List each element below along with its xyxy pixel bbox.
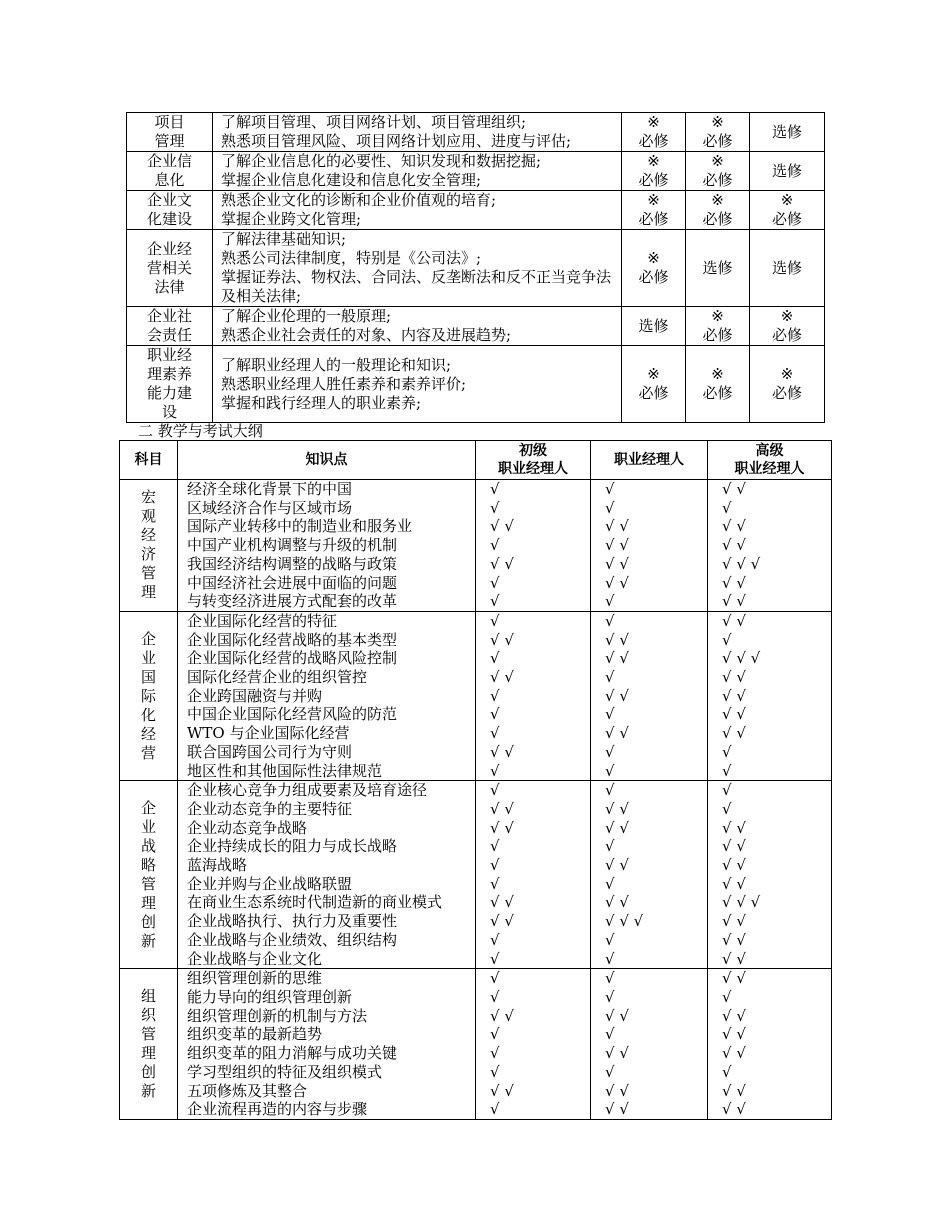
level-mark: √	[490, 724, 500, 743]
requirement-symbol: ※	[711, 365, 724, 383]
level-mark: √	[490, 969, 500, 988]
knowledge-point: 企业并购与企业战略联盟	[187, 874, 353, 893]
level-mark: √	[722, 781, 732, 800]
syllabus-table	[119, 440, 832, 1120]
header-middle: 职业经理人	[591, 441, 708, 480]
knowledge-point: 国际产业转移中的制造业和服务业	[187, 517, 413, 536]
syllabus-subject-char: 营	[140, 743, 156, 762]
level-mark: √	[490, 949, 500, 968]
level-mark: √ √	[605, 1081, 629, 1100]
level-mark: √	[605, 930, 615, 949]
requirement-symbol: ※	[711, 152, 724, 170]
level-mark: √	[605, 498, 615, 517]
knowledge-point: 五项修炼及其整合	[187, 1081, 308, 1100]
knowledge-point: 蓝海战略	[187, 856, 248, 875]
syllabus-header-row	[120, 441, 832, 480]
course-row	[127, 307, 825, 346]
level-mark: √	[605, 987, 615, 1006]
level-mark: √ √	[722, 592, 746, 611]
knowledge-point: 地区性和其他国际性法律规范	[187, 761, 383, 780]
requirement-label: 必修	[638, 268, 669, 286]
syllabus-subject-char: 战	[140, 836, 156, 855]
level-mark: √ √	[605, 893, 629, 912]
level-mark: √ √	[490, 1006, 514, 1025]
requirement-symbol: ※	[780, 191, 794, 209]
course-subject-line: 设	[161, 403, 177, 421]
level-mark: √	[490, 761, 500, 780]
level-mark: √ √	[722, 686, 746, 705]
level-mark: √ √	[722, 949, 746, 968]
level-mark: √	[605, 592, 615, 611]
knowledge-point: 企业国际化经营的战略风险控制	[187, 649, 398, 668]
section-caption: 二 教学与考试大纲	[138, 422, 263, 440]
syllabus-subject	[120, 480, 178, 612]
level-mark: √	[605, 781, 615, 800]
knowledge-point: 企业跨国融资与并购	[187, 686, 323, 705]
knowledge-point: 能力导向的组织管理创新	[187, 987, 353, 1006]
syllabus-subject-char: 组	[140, 987, 156, 1006]
knowledge-point: 企业战略与企业文化	[187, 949, 323, 968]
level-mark: √	[490, 705, 500, 724]
level-mark: √	[490, 592, 500, 611]
course-subject-line: 营相关	[146, 258, 192, 277]
level-mark: √	[605, 705, 615, 724]
course-requirement	[622, 230, 686, 307]
course-requirement	[686, 191, 750, 230]
knowledge-point: 企业战略与企业绩效、组织结构	[187, 930, 398, 949]
knowledge-point: 中国产业机构调整与升级的机制	[187, 536, 398, 555]
level-mark: √	[490, 1044, 500, 1063]
course-requirement: 选修	[686, 230, 750, 307]
junior-level-marks	[476, 969, 591, 1120]
course-subject-line: 项目	[154, 113, 185, 131]
syllabus-group-row	[120, 781, 832, 969]
course-subject	[127, 230, 213, 307]
level-mark: √	[605, 480, 615, 498]
course-subject-line: 法律	[154, 277, 185, 296]
middle-level-marks	[591, 611, 708, 780]
course-description-line: 了解职业经理人的一般理论和知识;	[221, 355, 452, 374]
junior-level-marks	[476, 781, 591, 969]
course-requirement	[622, 191, 686, 230]
course-description-line: 掌握和践行经理人的职业素养;	[221, 393, 422, 412]
level-mark: √ √	[722, 480, 746, 498]
requirement-symbol: ※	[780, 365, 794, 383]
syllabus-subject	[120, 611, 178, 780]
course-subject	[127, 346, 213, 423]
level-mark: √ √	[722, 1100, 746, 1119]
requirement-symbol: ※	[647, 365, 660, 383]
header-knowledge: 知识点	[178, 441, 476, 480]
header-senior	[708, 441, 832, 480]
syllabus-subject-char: 织	[140, 1006, 156, 1025]
senior-level-marks	[708, 480, 832, 612]
level-mark: √ √	[722, 930, 746, 949]
requirement-symbol: ※	[647, 152, 660, 170]
course-row	[127, 230, 825, 307]
knowledge-point: 组织管理创新的机制与方法	[187, 1006, 368, 1025]
knowledge-point: 学习型组织的特征及组织模式	[187, 1062, 383, 1081]
course-subject	[127, 113, 213, 152]
syllabus-subject-char: 理	[140, 583, 156, 602]
level-mark: √	[722, 498, 732, 517]
course-requirement: 选修	[750, 230, 825, 307]
level-mark: √	[722, 799, 732, 818]
level-mark: √ √	[490, 630, 514, 649]
level-mark: √	[490, 856, 500, 875]
level-mark: √	[490, 649, 500, 668]
requirement-label: 必修	[771, 384, 802, 402]
level-mark: √	[490, 987, 500, 1006]
level-mark: √ √	[605, 1100, 629, 1119]
level-mark: √ √	[722, 705, 746, 724]
level-mark: √ √	[722, 818, 746, 837]
knowledge-point: 企业核心竞争力组成要素及培育途径	[187, 781, 428, 800]
course-requirement	[622, 113, 686, 152]
middle-level-marks	[591, 781, 708, 969]
course-subject-line: 化建设	[146, 210, 192, 228]
level-mark: √	[605, 969, 615, 988]
level-mark: √	[605, 1062, 615, 1081]
level-mark: √ √	[722, 611, 746, 630]
elective-courses-table	[126, 112, 825, 423]
requirement-label: 必修	[771, 326, 802, 344]
course-requirement	[750, 307, 825, 346]
course-row	[127, 191, 825, 230]
level-mark: √ √	[605, 724, 629, 743]
course-subject-line: 息化	[154, 171, 185, 189]
requirement-label: 必修	[702, 171, 733, 189]
level-mark: √	[490, 930, 500, 949]
header-junior-line-1: 初级	[519, 443, 547, 459]
level-mark: √ √	[605, 649, 629, 668]
requirement-symbol: ※	[711, 307, 724, 325]
level-mark: √ √	[722, 1081, 746, 1100]
knowledge-point: 中国企业国际化经营风险的防范	[187, 705, 398, 724]
header-senior-line-2: 职业经理人	[734, 461, 805, 477]
course-description	[213, 113, 622, 152]
level-mark: √	[490, 686, 500, 705]
course-row	[127, 113, 825, 152]
level-mark: √	[722, 1062, 732, 1081]
level-mark: √ √ √	[605, 912, 644, 931]
syllabus-subject-char: 际	[140, 686, 156, 705]
level-mark: √ √	[605, 554, 629, 573]
level-mark: √ √	[490, 799, 514, 818]
course-subject-line: 企业经	[146, 239, 192, 258]
junior-level-marks	[476, 611, 591, 780]
requirement-label: 必修	[702, 326, 733, 344]
level-mark: √ √	[490, 517, 514, 536]
senior-level-marks	[708, 611, 832, 780]
level-mark: √	[490, 837, 500, 856]
level-mark: √	[490, 480, 500, 498]
level-mark: √ √	[722, 668, 746, 687]
level-mark: √ √	[722, 969, 746, 988]
knowledge-point: 在商业生态系统时代制造新的商业模式	[187, 893, 443, 912]
requirement-symbol: ※	[780, 307, 794, 325]
syllabus-subject-char: 管	[140, 564, 156, 583]
course-subject-line: 企业信	[146, 152, 192, 170]
course-description-line: 了解项目管理、项目网络计划、项目管理组织;	[221, 113, 527, 131]
knowledge-point: 企业持续成长的阻力与成长战略	[187, 837, 398, 856]
syllabus-subject-char: 创	[140, 912, 156, 931]
level-mark: √	[605, 1025, 615, 1044]
level-mark: √ √ √	[722, 649, 761, 668]
course-description-line: 了解法律基础知识;	[221, 230, 347, 248]
level-mark: √ √	[722, 912, 746, 931]
level-mark: √ √	[490, 1081, 514, 1100]
level-mark: √ √	[722, 724, 746, 743]
syllabus-group-row	[120, 969, 832, 1120]
course-description-line: 熟悉职业经理人胜任素养和素养评价;	[221, 374, 467, 393]
syllabus-subject-char: 创	[140, 1063, 156, 1082]
knowledge-point: 中国经济社会进展中面临的问题	[187, 573, 398, 592]
header-junior	[476, 441, 591, 480]
knowledge-points	[178, 480, 476, 612]
course-description	[213, 152, 622, 191]
syllabus-group-row	[120, 480, 832, 612]
requirement-symbol: ※	[647, 249, 660, 267]
level-mark: √ √	[605, 536, 629, 555]
level-mark: √ √	[605, 686, 629, 705]
course-requirement: 选修	[750, 152, 825, 191]
course-requirement	[622, 346, 686, 423]
course-row	[127, 152, 825, 191]
syllabus-subject-char: 管	[140, 1025, 156, 1044]
syllabus-subject-char: 理	[140, 1044, 156, 1063]
level-mark: √ √	[605, 573, 629, 592]
course-requirement: 选修	[750, 113, 825, 152]
course-description	[213, 307, 622, 346]
course-subject	[127, 191, 213, 230]
junior-level-marks	[476, 480, 591, 612]
level-mark: √ √	[490, 742, 514, 761]
course-subject-line: 管理	[154, 132, 185, 150]
course-description	[213, 230, 622, 307]
requirement-symbol: ※	[647, 191, 660, 209]
level-mark: √ √	[605, 818, 629, 837]
knowledge-point: 组织变革的最新趋势	[187, 1025, 323, 1044]
header-junior-line-2: 职业经理人	[498, 461, 568, 477]
course-subject-line: 企业文	[146, 191, 192, 209]
level-mark: √	[605, 874, 615, 893]
knowledge-points	[178, 611, 476, 780]
level-mark: √	[605, 611, 615, 630]
knowledge-point: 企业国际化经营战略的基本类型	[187, 630, 398, 649]
level-mark: √	[490, 781, 500, 800]
course-subject-line: 会责任	[146, 326, 192, 344]
level-mark: √ √	[722, 1025, 746, 1044]
requirement-symbol: ※	[711, 113, 724, 131]
requirement-label: 必修	[702, 384, 733, 402]
level-mark: √ √	[722, 1006, 746, 1025]
syllabus-group-row	[120, 611, 832, 780]
knowledge-point: 企业动态竞争战略	[187, 818, 308, 837]
course-description-line: 掌握证券法、物权法、合同法、反垄断法和反不正当竞争法及相关法律;	[221, 268, 612, 305]
syllabus-subject-char: 化	[140, 705, 156, 724]
syllabus-subject	[120, 781, 178, 969]
syllabus-subject-char: 经	[140, 526, 156, 545]
syllabus-subject-char: 观	[140, 507, 156, 526]
course-requirement	[750, 346, 825, 423]
level-mark: √ √	[605, 517, 629, 536]
level-mark: √	[490, 498, 500, 517]
course-requirement	[750, 191, 825, 230]
level-mark: √ √	[490, 668, 514, 687]
senior-level-marks	[708, 781, 832, 969]
syllabus-subject-char: 济	[140, 545, 156, 564]
level-mark: √ √	[490, 554, 514, 573]
level-mark: √	[490, 536, 500, 555]
course-requirement	[686, 113, 750, 152]
level-mark: √	[490, 874, 500, 893]
syllabus-subject-char: 理	[140, 893, 156, 912]
level-mark: √	[605, 837, 615, 856]
requirement-label: 必修	[638, 210, 669, 228]
course-description-line: 熟悉企业社会责任的对象、内容及进展趋势;	[221, 326, 512, 344]
knowledge-point: 联合国跨国公司行为守则	[187, 742, 353, 761]
syllabus-subject-char: 宏	[140, 488, 156, 507]
level-mark: √ √	[490, 893, 514, 912]
course-description-line: 掌握企业信息化建设和信息化安全管理;	[221, 171, 482, 189]
course-subject-line: 企业社	[146, 307, 192, 325]
knowledge-point: 组织管理创新的思维	[187, 969, 323, 988]
knowledge-point: WTO 与企业国际化经营	[187, 724, 350, 743]
syllabus-subject-char: 业	[140, 648, 156, 667]
knowledge-point: 企业国际化经营的特征	[187, 611, 338, 630]
level-mark: √ √	[605, 856, 629, 875]
knowledge-point: 我国经济结构调整的战略与政策	[187, 554, 398, 573]
course-description-line: 了解企业伦理的一般原理;	[221, 307, 392, 325]
level-mark: √ √	[490, 912, 514, 931]
middle-level-marks	[591, 969, 708, 1120]
syllabus-subject-char: 企	[140, 798, 156, 817]
knowledge-point: 经济全球化背景下的中国	[187, 480, 353, 498]
syllabus-subject-char: 经	[140, 724, 156, 743]
level-mark: √ √	[722, 856, 746, 875]
knowledge-points	[178, 781, 476, 969]
syllabus-subject-char: 新	[140, 931, 156, 950]
level-mark: √	[605, 668, 615, 687]
course-description-line: 了解企业信息化的必要性、知识发现和数据挖掘;	[221, 152, 542, 170]
syllabus-subject-char: 企	[140, 629, 156, 648]
knowledge-points	[178, 969, 476, 1120]
level-mark: √ √ √	[722, 893, 761, 912]
level-mark: √	[605, 949, 615, 968]
knowledge-point: 组织变革的阻力消解与成功关键	[187, 1044, 398, 1063]
level-mark: √	[490, 1100, 500, 1119]
level-mark: √ √	[605, 630, 629, 649]
course-description-line: 熟悉企业文化的诊断和企业价值观的培育;	[221, 191, 497, 209]
course-subject	[127, 152, 213, 191]
level-mark: √ √	[722, 874, 746, 893]
level-mark: √ √	[722, 517, 746, 536]
middle-level-marks	[591, 480, 708, 612]
level-mark: √	[490, 611, 500, 630]
course-subject-line: 能力建	[146, 384, 192, 402]
course-requirement	[686, 307, 750, 346]
level-mark: √	[722, 987, 732, 1006]
requirement-label: 必修	[638, 171, 669, 189]
level-mark: √	[490, 1025, 500, 1044]
level-mark: √ √	[490, 818, 514, 837]
knowledge-point: 国际化经营企业的组织管控	[187, 668, 368, 687]
requirement-label: 必修	[702, 210, 733, 228]
header-subject: 科目	[120, 441, 178, 480]
course-requirement	[686, 152, 750, 191]
requirement-label: 必修	[771, 210, 802, 228]
course-description-line: 掌握企业跨文化管理;	[221, 210, 362, 228]
level-mark: √	[605, 742, 615, 761]
header-senior-line-1: 高级	[755, 443, 784, 459]
requirement-symbol: ※	[647, 113, 660, 131]
knowledge-point: 企业战略执行、执行力及重要性	[187, 912, 398, 931]
course-description-line: 熟悉项目管理风险、项目网络计划应用、进度与评估;	[221, 132, 572, 150]
level-mark: √	[605, 761, 615, 780]
level-mark: √	[490, 573, 500, 592]
knowledge-point: 与转变经济进展方式配套的改革	[187, 592, 398, 611]
syllabus-subject-char: 新	[140, 1082, 156, 1101]
syllabus-subject-char: 国	[140, 667, 156, 686]
level-mark: √	[490, 1062, 500, 1081]
knowledge-point: 企业流程再造的内容与步骤	[187, 1100, 368, 1119]
level-mark: √	[722, 742, 732, 761]
course-subject-line: 理素养	[146, 365, 192, 383]
knowledge-point: 企业动态竞争的主要特征	[187, 799, 353, 818]
syllabus-subject-char: 管	[140, 874, 156, 893]
course-description	[213, 191, 622, 230]
level-mark: √ √	[722, 1044, 746, 1063]
level-mark: √ √	[722, 573, 746, 592]
syllabus-subject-char: 业	[140, 817, 156, 836]
course-description	[213, 346, 622, 423]
level-mark: √ √	[605, 1006, 629, 1025]
course-requirement: 选修	[622, 307, 686, 346]
knowledge-point: 区域经济合作与区域市场	[187, 498, 353, 517]
level-mark: √ √	[605, 799, 629, 818]
syllabus-subject	[120, 969, 178, 1120]
requirement-symbol: ※	[711, 191, 724, 209]
level-mark: √ √	[605, 1044, 629, 1063]
course-row	[127, 346, 825, 423]
requirement-label: 必修	[638, 384, 669, 402]
course-description-line: 熟悉公司法律制度，特别是《公司法》;	[221, 249, 482, 267]
syllabus-subject-char: 略	[140, 855, 156, 874]
course-requirement	[622, 152, 686, 191]
senior-level-marks	[708, 969, 832, 1120]
level-mark: √	[722, 630, 732, 649]
course-subject	[127, 307, 213, 346]
level-mark: √ √ √	[722, 554, 761, 573]
requirement-label: 必修	[702, 132, 733, 150]
level-mark: √ √	[722, 837, 746, 856]
course-requirement	[686, 346, 750, 423]
course-subject-line: 职业经	[146, 346, 192, 364]
level-mark: √	[722, 761, 732, 780]
level-mark: √ √	[722, 536, 746, 555]
requirement-label: 必修	[638, 132, 669, 150]
